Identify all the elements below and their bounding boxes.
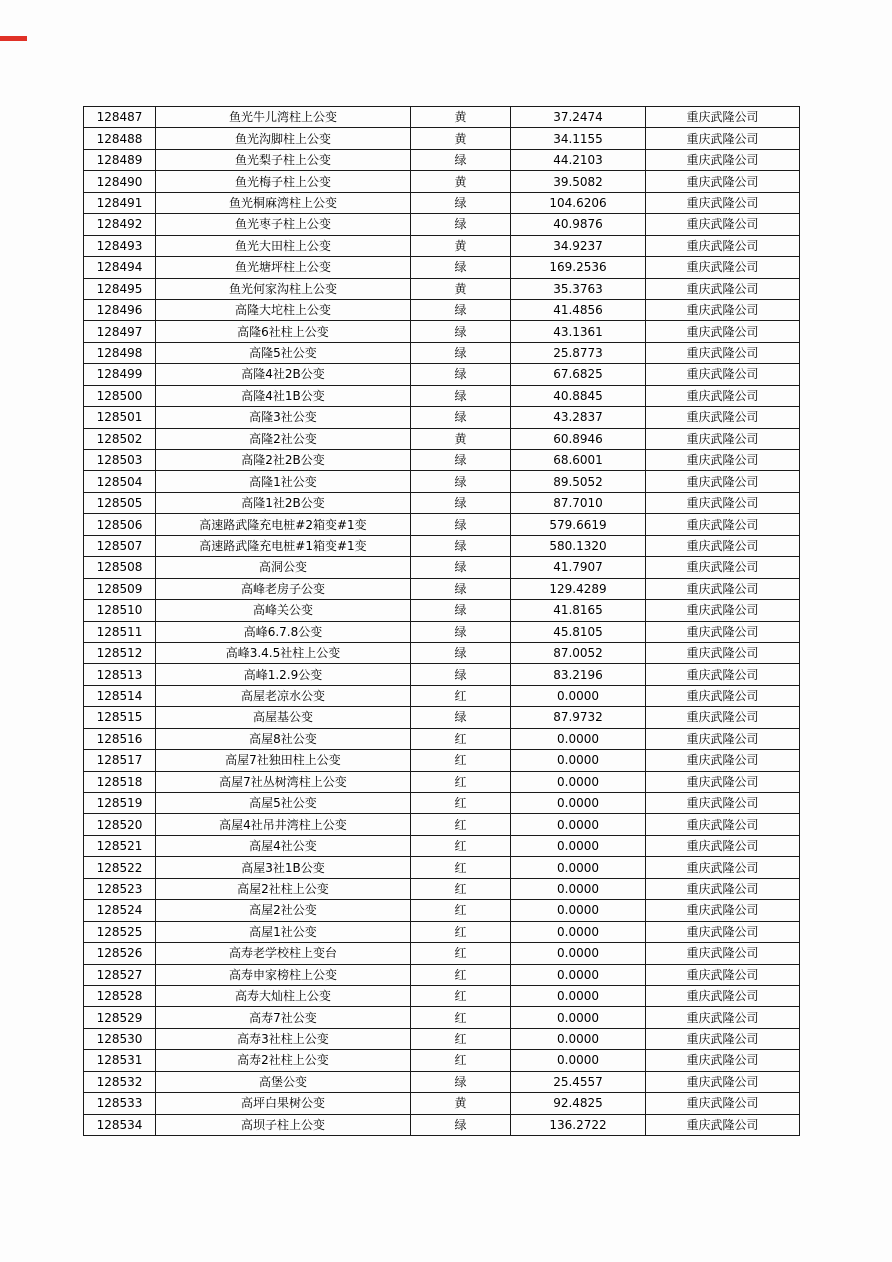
cell-name: 高屋8社公变: [156, 728, 411, 749]
cell-id: 128499: [84, 364, 156, 385]
cell-status: 绿: [411, 385, 511, 406]
table-row: [84, 450, 800, 471]
table-row: [84, 793, 800, 814]
table-body: [84, 107, 800, 1136]
cell-status: 绿: [411, 450, 511, 471]
cell-value: 0.0000: [511, 921, 646, 942]
table-row: [84, 771, 800, 792]
cell-status: 红: [411, 857, 511, 878]
cell-name: 高寿老学校柱上变台: [156, 943, 411, 964]
cell-status: 黄: [411, 235, 511, 256]
cell-id: 128504: [84, 471, 156, 492]
cell-company: 重庆武隆公司: [646, 450, 800, 471]
cell-value: 34.1155: [511, 128, 646, 149]
cell-name: 高屋4社吊井湾柱上公变: [156, 814, 411, 835]
cell-name: 鱼光枣子柱上公变: [156, 214, 411, 235]
cell-id: 128506: [84, 514, 156, 535]
table-row: [84, 321, 800, 342]
cell-value: 0.0000: [511, 793, 646, 814]
cell-status: 红: [411, 814, 511, 835]
cell-id: 128513: [84, 664, 156, 685]
table-row: [84, 857, 800, 878]
cell-company: 重庆武隆公司: [646, 943, 800, 964]
cell-value: 0.0000: [511, 814, 646, 835]
cell-id: 128487: [84, 107, 156, 128]
table-row: [84, 407, 800, 428]
cell-name: 高隆4社1B公变: [156, 385, 411, 406]
cell-name: 高屋2社柱上公变: [156, 878, 411, 899]
cell-name: 高屋3社1B公变: [156, 857, 411, 878]
cell-value: 0.0000: [511, 943, 646, 964]
cell-status: 绿: [411, 642, 511, 663]
cell-status: 红: [411, 728, 511, 749]
cell-id: 128501: [84, 407, 156, 428]
cell-name: 高隆2社2B公变: [156, 450, 411, 471]
cell-status: 红: [411, 1050, 511, 1071]
cell-name: 高屋4社公变: [156, 835, 411, 856]
cell-status: 红: [411, 878, 511, 899]
cell-name: 高隆1社公变: [156, 471, 411, 492]
cell-id: 128490: [84, 171, 156, 192]
table-row: [84, 600, 800, 621]
cell-name: 高屋5社公变: [156, 793, 411, 814]
table-row: [84, 578, 800, 599]
cell-value: 25.8773: [511, 342, 646, 363]
cell-status: 绿: [411, 557, 511, 578]
cell-company: 重庆武隆公司: [646, 514, 800, 535]
cell-value: 41.4856: [511, 299, 646, 320]
table-row: [84, 192, 800, 213]
cell-id: 128530: [84, 1028, 156, 1049]
cell-value: 44.2103: [511, 149, 646, 170]
cell-id: 128524: [84, 900, 156, 921]
cell-value: 35.3763: [511, 278, 646, 299]
cell-value: 39.5082: [511, 171, 646, 192]
table-row: [84, 728, 800, 749]
cell-company: 重庆武隆公司: [646, 535, 800, 556]
cell-status: 绿: [411, 471, 511, 492]
cell-status: 黄: [411, 171, 511, 192]
cell-id: 128517: [84, 750, 156, 771]
cell-value: 0.0000: [511, 985, 646, 1006]
cell-value: 0.0000: [511, 878, 646, 899]
table-row: [84, 1028, 800, 1049]
cell-value: 579.6619: [511, 514, 646, 535]
cell-company: 重庆武隆公司: [646, 492, 800, 513]
cell-id: 128515: [84, 707, 156, 728]
cell-status: 绿: [411, 299, 511, 320]
cell-status: 红: [411, 771, 511, 792]
cell-value: 129.4289: [511, 578, 646, 599]
table-row: [84, 707, 800, 728]
cell-status: 红: [411, 835, 511, 856]
table-row: [84, 1050, 800, 1071]
cell-value: 43.1361: [511, 321, 646, 342]
cell-id: 128519: [84, 793, 156, 814]
table-row: [84, 878, 800, 899]
cell-status: 黄: [411, 1093, 511, 1114]
table-row: [84, 471, 800, 492]
cell-name: 高洞公变: [156, 557, 411, 578]
cell-company: 重庆武隆公司: [646, 428, 800, 449]
cell-value: 0.0000: [511, 1007, 646, 1028]
cell-id: 128492: [84, 214, 156, 235]
cell-name: 高寿3社柱上公变: [156, 1028, 411, 1049]
cell-company: 重庆武隆公司: [646, 900, 800, 921]
cell-company: 重庆武隆公司: [646, 600, 800, 621]
table-row: [84, 557, 800, 578]
cell-id: 128508: [84, 557, 156, 578]
cell-name: 高屋2社公变: [156, 900, 411, 921]
cell-status: 红: [411, 793, 511, 814]
cell-company: 重庆武隆公司: [646, 728, 800, 749]
cell-status: 绿: [411, 149, 511, 170]
cell-id: 128527: [84, 964, 156, 985]
cell-company: 重庆武隆公司: [646, 1050, 800, 1071]
table-row: [84, 514, 800, 535]
cell-value: 60.8946: [511, 428, 646, 449]
cell-company: 重庆武隆公司: [646, 1071, 800, 1092]
cell-company: 重庆武隆公司: [646, 278, 800, 299]
cell-company: 重庆武隆公司: [646, 192, 800, 213]
table-row: [84, 385, 800, 406]
cell-value: 0.0000: [511, 1028, 646, 1049]
cell-name: 鱼光沟脚柱上公变: [156, 128, 411, 149]
cell-value: 0.0000: [511, 750, 646, 771]
cell-value: 169.2536: [511, 257, 646, 278]
cell-value: 89.5052: [511, 471, 646, 492]
cell-name: 高屋基公变: [156, 707, 411, 728]
cell-company: 重庆武隆公司: [646, 1007, 800, 1028]
table-row: [84, 128, 800, 149]
cell-company: 重庆武隆公司: [646, 128, 800, 149]
cell-company: 重庆武隆公司: [646, 621, 800, 642]
table-row: [84, 835, 800, 856]
cell-company: 重庆武隆公司: [646, 149, 800, 170]
cell-company: 重庆武隆公司: [646, 664, 800, 685]
cell-value: 40.8845: [511, 385, 646, 406]
table-row: [84, 964, 800, 985]
cell-id: 128491: [84, 192, 156, 213]
cell-value: 104.6206: [511, 192, 646, 213]
cell-id: 128532: [84, 1071, 156, 1092]
cell-name: 高寿2社柱上公变: [156, 1050, 411, 1071]
cell-name: 鱼光梅子柱上公变: [156, 171, 411, 192]
cell-status: 红: [411, 685, 511, 706]
cell-company: 重庆武隆公司: [646, 342, 800, 363]
cell-name: 高隆1社2B公变: [156, 492, 411, 513]
cell-company: 重庆武隆公司: [646, 257, 800, 278]
red-annotation-mark: [0, 36, 27, 41]
table-row: [84, 535, 800, 556]
cell-id: 128495: [84, 278, 156, 299]
cell-name: 高峰关公变: [156, 600, 411, 621]
cell-status: 绿: [411, 492, 511, 513]
cell-value: 41.8165: [511, 600, 646, 621]
table-row: [84, 814, 800, 835]
cell-status: 绿: [411, 664, 511, 685]
cell-value: 68.6001: [511, 450, 646, 471]
table-row: [84, 621, 800, 642]
table-row: [84, 642, 800, 663]
cell-value: 0.0000: [511, 771, 646, 792]
cell-company: 重庆武隆公司: [646, 1028, 800, 1049]
cell-company: 重庆武隆公司: [646, 771, 800, 792]
cell-company: 重庆武隆公司: [646, 171, 800, 192]
cell-value: 0.0000: [511, 685, 646, 706]
cell-id: 128498: [84, 342, 156, 363]
cell-id: 128534: [84, 1114, 156, 1135]
cell-name: 高寿申家榜柱上公变: [156, 964, 411, 985]
cell-status: 绿: [411, 257, 511, 278]
cell-status: 红: [411, 900, 511, 921]
cell-value: 0.0000: [511, 964, 646, 985]
cell-value: 0.0000: [511, 728, 646, 749]
cell-company: 重庆武隆公司: [646, 299, 800, 320]
cell-status: 绿: [411, 621, 511, 642]
cell-name: 高隆5社公变: [156, 342, 411, 363]
table-row: [84, 492, 800, 513]
cell-id: 128531: [84, 1050, 156, 1071]
cell-company: 重庆武隆公司: [646, 835, 800, 856]
cell-id: 128526: [84, 943, 156, 964]
cell-status: 绿: [411, 1114, 511, 1135]
cell-id: 128502: [84, 428, 156, 449]
cell-status: 绿: [411, 321, 511, 342]
cell-id: 128522: [84, 857, 156, 878]
cell-status: 绿: [411, 342, 511, 363]
cell-id: 128525: [84, 921, 156, 942]
cell-id: 128511: [84, 621, 156, 642]
cell-status: 绿: [411, 578, 511, 599]
table-row: [84, 257, 800, 278]
cell-company: 重庆武隆公司: [646, 921, 800, 942]
cell-status: 红: [411, 750, 511, 771]
cell-company: 重庆武隆公司: [646, 385, 800, 406]
cell-id: 128488: [84, 128, 156, 149]
cell-value: 0.0000: [511, 900, 646, 921]
cell-status: 绿: [411, 707, 511, 728]
cell-name: 高屋7社独田柱上公变: [156, 750, 411, 771]
cell-status: 绿: [411, 364, 511, 385]
cell-name: 高寿7社公变: [156, 1007, 411, 1028]
cell-value: 83.2196: [511, 664, 646, 685]
cell-company: 重庆武隆公司: [646, 685, 800, 706]
table-row: [84, 299, 800, 320]
cell-value: 34.9237: [511, 235, 646, 256]
cell-company: 重庆武隆公司: [646, 878, 800, 899]
cell-status: 黄: [411, 428, 511, 449]
table-row: [84, 342, 800, 363]
cell-id: 128533: [84, 1093, 156, 1114]
cell-status: 黄: [411, 278, 511, 299]
table-row: [84, 900, 800, 921]
cell-value: 45.8105: [511, 621, 646, 642]
cell-status: 绿: [411, 535, 511, 556]
cell-status: 红: [411, 921, 511, 942]
cell-id: 128509: [84, 578, 156, 599]
cell-company: 重庆武隆公司: [646, 364, 800, 385]
table-row: [84, 750, 800, 771]
cell-status: 红: [411, 1028, 511, 1049]
cell-value: 0.0000: [511, 835, 646, 856]
cell-id: 128505: [84, 492, 156, 513]
table-row: [84, 985, 800, 1006]
cell-name: 高堡公变: [156, 1071, 411, 1092]
cell-value: 87.0052: [511, 642, 646, 663]
cell-status: 红: [411, 1007, 511, 1028]
table-row: [84, 1093, 800, 1114]
cell-value: 43.2837: [511, 407, 646, 428]
table-row: [84, 171, 800, 192]
cell-name: 高峰6.7.8公变: [156, 621, 411, 642]
cell-status: 黄: [411, 128, 511, 149]
cell-id: 128500: [84, 385, 156, 406]
cell-status: 绿: [411, 1071, 511, 1092]
cell-id: 128529: [84, 1007, 156, 1028]
table-row: [84, 428, 800, 449]
cell-status: 绿: [411, 407, 511, 428]
cell-name: 高坪白果树公变: [156, 1093, 411, 1114]
transformer-table: [83, 106, 800, 1136]
cell-name: 高屋1社公变: [156, 921, 411, 942]
cell-company: 重庆武隆公司: [646, 407, 800, 428]
cell-status: 绿: [411, 214, 511, 235]
cell-company: 重庆武隆公司: [646, 642, 800, 663]
cell-value: 0.0000: [511, 1050, 646, 1071]
table-row: [84, 364, 800, 385]
cell-company: 重庆武隆公司: [646, 964, 800, 985]
table-row: [84, 685, 800, 706]
cell-status: 绿: [411, 600, 511, 621]
cell-company: 重庆武隆公司: [646, 471, 800, 492]
cell-name: 鱼光牛儿湾柱上公变: [156, 107, 411, 128]
table-row: [84, 1114, 800, 1135]
cell-value: 40.9876: [511, 214, 646, 235]
cell-name: 高屋老凉水公变: [156, 685, 411, 706]
cell-id: 128510: [84, 600, 156, 621]
cell-status: 红: [411, 964, 511, 985]
cell-status: 红: [411, 985, 511, 1006]
cell-company: 重庆武隆公司: [646, 985, 800, 1006]
cell-name: 鱼光梨子柱上公变: [156, 149, 411, 170]
cell-id: 128493: [84, 235, 156, 256]
cell-id: 128518: [84, 771, 156, 792]
cell-status: 红: [411, 943, 511, 964]
table-row: [84, 214, 800, 235]
table-row: [84, 664, 800, 685]
cell-company: 重庆武隆公司: [646, 1093, 800, 1114]
cell-name: 高隆3社公变: [156, 407, 411, 428]
cell-id: 128523: [84, 878, 156, 899]
table-row: [84, 149, 800, 170]
cell-name: 高峰老房子公变: [156, 578, 411, 599]
cell-id: 128516: [84, 728, 156, 749]
cell-name: 高隆6社柱上公变: [156, 321, 411, 342]
cell-name: 高速路武隆充电桩#2箱变#1变: [156, 514, 411, 535]
cell-value: 580.1320: [511, 535, 646, 556]
cell-company: 重庆武隆公司: [646, 235, 800, 256]
cell-name: 高速路武隆充电桩#1箱变#1变: [156, 535, 411, 556]
cell-company: 重庆武隆公司: [646, 707, 800, 728]
cell-value: 87.7010: [511, 492, 646, 513]
cell-value: 41.7907: [511, 557, 646, 578]
cell-status: 绿: [411, 514, 511, 535]
cell-name: 鱼光何家沟柱上公变: [156, 278, 411, 299]
cell-id: 128497: [84, 321, 156, 342]
cell-company: 重庆武隆公司: [646, 107, 800, 128]
cell-value: 92.4825: [511, 1093, 646, 1114]
cell-status: 黄: [411, 107, 511, 128]
cell-id: 128512: [84, 642, 156, 663]
cell-id: 128503: [84, 450, 156, 471]
cell-id: 128507: [84, 535, 156, 556]
cell-id: 128514: [84, 685, 156, 706]
cell-name: 高峰1.2.9公变: [156, 664, 411, 685]
cell-name: 高隆2社公变: [156, 428, 411, 449]
cell-company: 重庆武隆公司: [646, 321, 800, 342]
cell-name: 高峰3.4.5社柱上公变: [156, 642, 411, 663]
cell-status: 绿: [411, 192, 511, 213]
table-row: [84, 235, 800, 256]
cell-name: 高坝子柱上公变: [156, 1114, 411, 1135]
table-row: [84, 107, 800, 128]
cell-value: 0.0000: [511, 857, 646, 878]
cell-name: 鱼光桐麻湾柱上公变: [156, 192, 411, 213]
cell-id: 128520: [84, 814, 156, 835]
table-row: [84, 1007, 800, 1028]
cell-value: 136.2722: [511, 1114, 646, 1135]
cell-company: 重庆武隆公司: [646, 557, 800, 578]
cell-value: 37.2474: [511, 107, 646, 128]
cell-company: 重庆武隆公司: [646, 1114, 800, 1135]
cell-name: 高寿大灿柱上公变: [156, 985, 411, 1006]
cell-id: 128528: [84, 985, 156, 1006]
cell-name: 鱼光大田柱上公变: [156, 235, 411, 256]
cell-company: 重庆武隆公司: [646, 793, 800, 814]
table-row: [84, 1071, 800, 1092]
cell-value: 87.9732: [511, 707, 646, 728]
cell-id: 128489: [84, 149, 156, 170]
cell-name: 高隆4社2B公变: [156, 364, 411, 385]
table-row: [84, 921, 800, 942]
cell-id: 128496: [84, 299, 156, 320]
cell-company: 重庆武隆公司: [646, 578, 800, 599]
cell-company: 重庆武隆公司: [646, 857, 800, 878]
cell-company: 重庆武隆公司: [646, 814, 800, 835]
cell-id: 128494: [84, 257, 156, 278]
cell-company: 重庆武隆公司: [646, 214, 800, 235]
cell-company: 重庆武隆公司: [646, 750, 800, 771]
cell-name: 鱼光塘坪柱上公变: [156, 257, 411, 278]
cell-id: 128521: [84, 835, 156, 856]
cell-value: 25.4557: [511, 1071, 646, 1092]
cell-value: 67.6825: [511, 364, 646, 385]
table-row: [84, 943, 800, 964]
cell-name: 高隆大坨柱上公变: [156, 299, 411, 320]
table-row: [84, 278, 800, 299]
cell-name: 高屋7社丛树湾柱上公变: [156, 771, 411, 792]
